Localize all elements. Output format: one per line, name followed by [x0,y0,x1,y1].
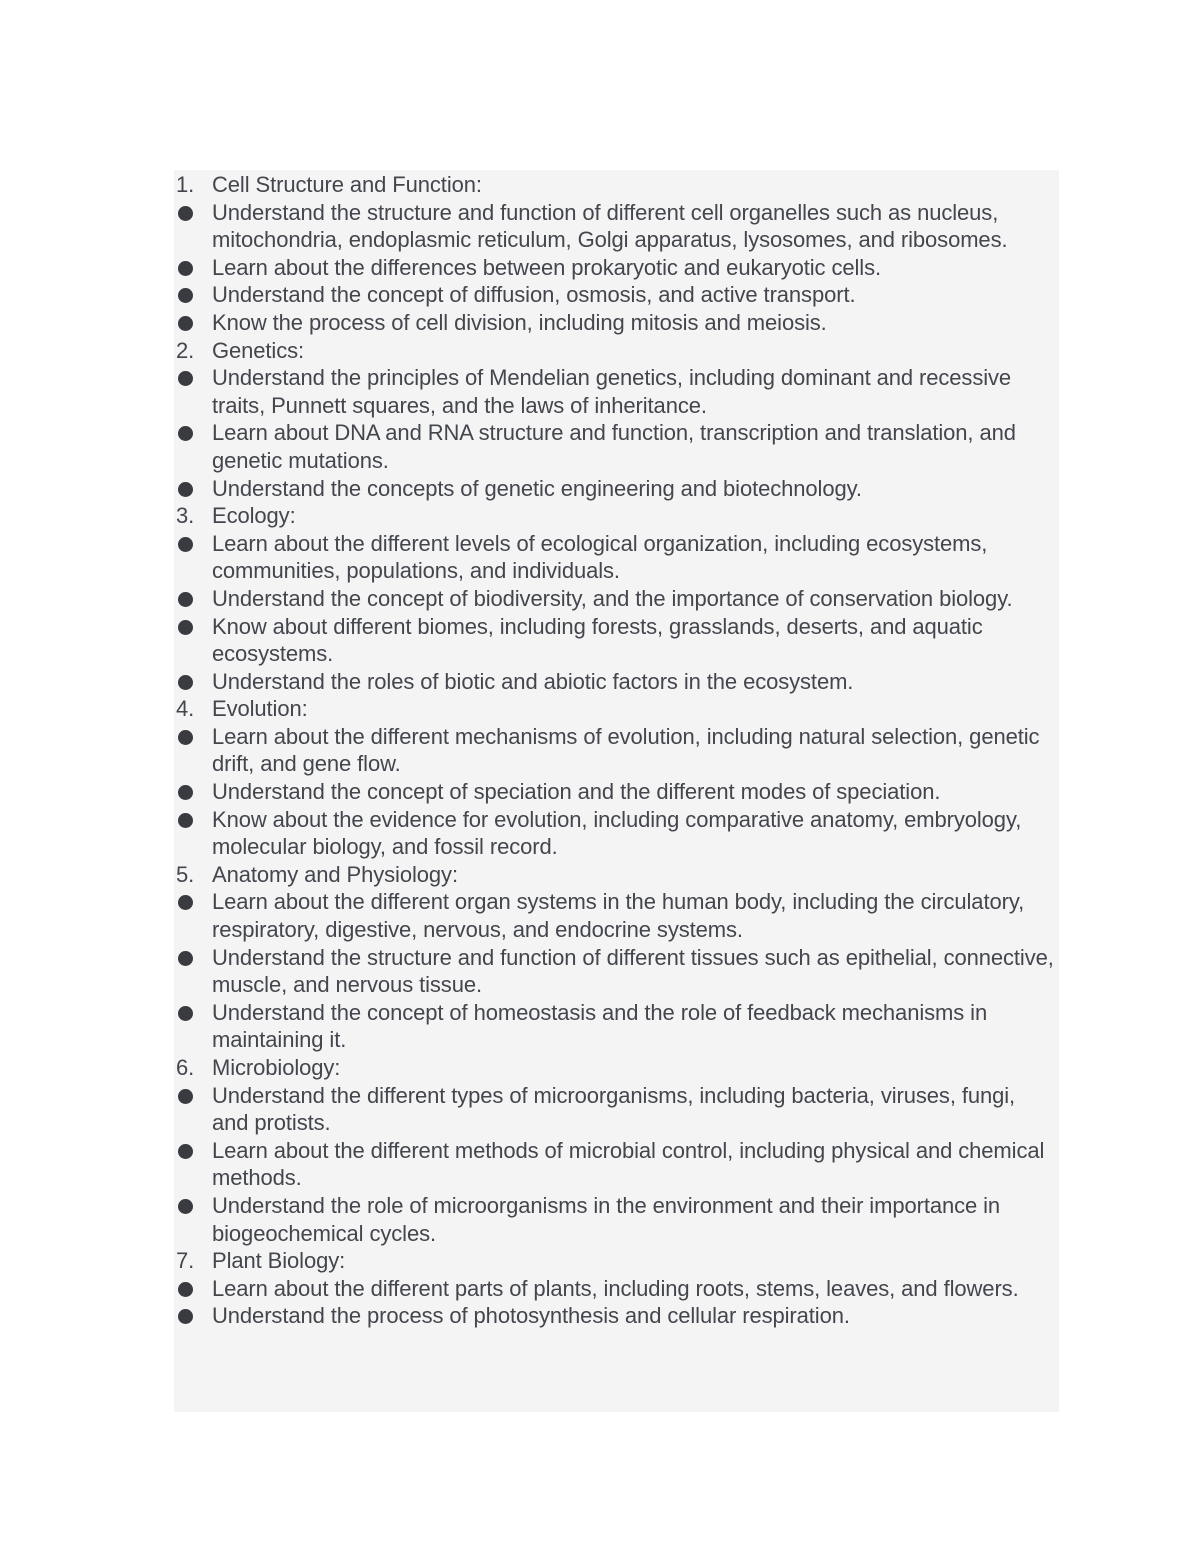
section-title: Plant Biology: [212,1248,346,1274]
list-item [174,254,1059,282]
section-title: Genetics: [212,337,305,363]
list-item-text: Know about the evidence for evolution, including comparative anatomy, embryology, molecular biology, and fossil record. [212,806,1022,860]
list-item-text: Understand the concept of homeostasis and the role of feedback mechanisms in maintaining it. [212,999,988,1053]
list-item [174,530,1059,585]
section-number: 7. [176,1248,195,1274]
section-heading [174,337,1059,365]
list-item-text: Understand the roles of biotic and abiotic factors in the ecosystem. [212,668,854,694]
section-heading [174,695,1059,723]
document-panel [174,170,1059,1412]
list-item [174,1082,1059,1137]
bullet-icon [178,1006,193,1021]
section-number: 1. [176,172,195,197]
list-item-text: Know about different biomes, including forests, grasslands, deserts, and aquatic ecosystems. [212,613,983,667]
list-item-text: Understand the structure and function of different cell organelles such as nucleus, mitochondria, endoplasmic reticulum, Golgi apparatus, lysosomes, and ribosomes. [212,199,1008,253]
list-item-text: Understand the different types of microorganisms, including bacteria, viruses, fungi, and protists. [212,1082,1016,1136]
bullet-icon [178,1144,193,1159]
list-item-text: Learn about the different methods of microbial control, including physical and chemical methods. [212,1137,1045,1191]
section-title: Evolution: [212,696,308,722]
list-item [174,944,1059,999]
section-title: Anatomy and Physiology: [212,861,458,887]
bullet-icon [178,206,193,221]
section-number: 2. [176,337,195,363]
bullet-icon [178,675,193,690]
list-item-text: Learn about the different mechanisms of evolution, including natural selection, genetic drift, and gene flow. [212,723,1040,777]
bullet-icon [178,371,193,386]
section-heading [174,171,1059,199]
list-item-text: Learn about DNA and RNA structure and function, transcription and translation, and genetic mutations. [212,420,1016,473]
bullet-icon [178,1089,193,1104]
list-item [174,723,1059,778]
section-heading [174,861,1059,889]
bullet-icon [178,316,193,331]
list-item [174,419,1059,474]
list-item [174,1275,1059,1303]
list-item [174,585,1059,613]
list-item [174,668,1059,696]
bullet-icon [178,261,193,276]
bullet-icon [178,1199,193,1214]
list-item [174,475,1059,503]
list-item-text: Learn about the different parts of plants, including roots, stems, leaves, and flowers. [212,1275,1019,1301]
bullet-icon [178,1282,193,1297]
list-item [174,309,1059,337]
list-item [174,888,1059,943]
list-item [174,364,1059,419]
bullet-icon [178,482,193,497]
list-item [174,199,1059,254]
list-item-text: Understand the concept of speciation and the different modes of speciation. [212,779,941,805]
list-item-text: Learn about the differences between prokaryotic and eukaryotic cells. [212,254,881,280]
list-item [174,999,1059,1054]
list-item-text: Understand the process of photosynthesis and cellular respiration. [212,1303,850,1329]
bullet-icon [178,813,193,828]
section-title: Cell Structure and Function: [212,172,482,197]
list-item-text: Understand the role of microorganisms in the environment and their importance in biogeochemical cycles. [212,1192,1001,1246]
list-item-text: Understand the principles of Mendelian genetics, including dominant and recessive traits, Punnett squares, and the laws of inheritance. [212,365,1012,418]
bullet-icon [178,592,193,607]
bullet-icon [178,895,193,910]
section-number: 5. [176,861,195,887]
section-title: Ecology: [212,503,296,529]
list-item-text: Learn about the different organ systems in the human body, including the circulatory, respiratory, digestive, nervous, and endocrine systems. [212,889,1025,943]
bullet-icon [178,426,193,441]
list-item [174,806,1059,861]
section-heading [174,502,1059,530]
list-item [174,1192,1059,1247]
section-heading [174,1054,1059,1082]
list-item [174,613,1059,668]
list-item-text: Understand the concepts of genetic engineering and biotechnology. [212,475,862,501]
section-number: 6. [176,1055,195,1080]
list-item-text: Learn about the different levels of ecological organization, including ecosystems, communities, populations, and individuals. [212,530,988,584]
bullet-icon [178,951,193,966]
bullet-icon [178,730,193,745]
list-item-text: Understand the concept of diffusion, osmosis, and active transport. [212,282,856,308]
list-item-text: Understand the structure and function of different tissues such as epithelial, connective, muscle, and nervous tissue. [212,944,1054,998]
bullet-icon [178,288,193,303]
section-title: Microbiology: [212,1055,341,1080]
list-item [174,1137,1059,1192]
bullet-icon [178,785,193,800]
section-heading [174,1247,1059,1275]
bullet-icon [178,620,193,635]
bullet-icon [178,1309,193,1324]
list-item-text: Know the process of cell division, including mitosis and meiosis. [212,309,827,335]
list-item [174,1302,1059,1330]
section-number: 4. [176,696,195,722]
bullet-icon [178,537,193,552]
list-item-text: Understand the concept of biodiversity, and the importance of conservation biology. [212,585,1013,611]
list-item [174,778,1059,806]
section-number: 3. [176,503,195,529]
list-item [174,281,1059,309]
